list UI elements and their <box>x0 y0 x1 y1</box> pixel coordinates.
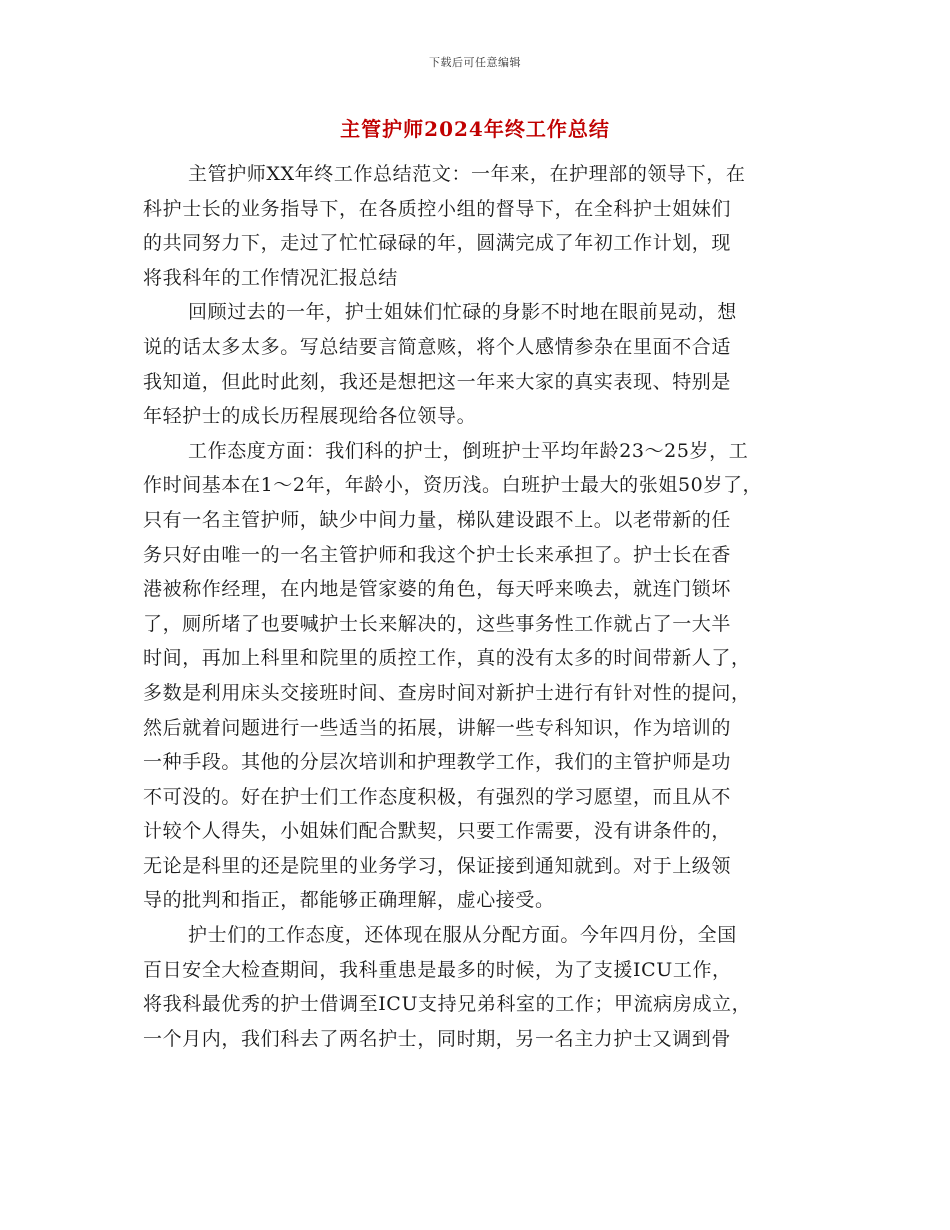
text-line: 然后就着问题进行一些适当的拓展，讲解一些专科知识，作为培训的 <box>143 716 732 739</box>
text-line: 了，厕所堵了也要喊护士长来解决的，这些事务性工作就占了一大半 <box>143 612 732 635</box>
text-line: 年轻护士的成长历程展现给各位领导。 <box>143 405 477 428</box>
text-line: 只有一名主管护师，缺少中间力量，梯队建设跟不上。以老带新的任 <box>143 508 732 531</box>
text-line: 主管护师XX年终工作总结范文：一年来，在护理部的领导下，在 <box>188 163 746 185</box>
text-line: 回顾过去的一年，护士姐妹们忙碌的身影不时地在眼前晃动，想 <box>188 301 737 324</box>
text-line: 说的话太多太多。写总结要言简意赅，将个人感情参杂在里面不合适 <box>143 335 732 358</box>
text-line: 计较个人得失，小姐妹们配合默契，只要工作需要，没有讲条件的， <box>143 820 732 843</box>
text-line: 导的批判和指正，都能够正确理解，虚心接受。 <box>143 889 555 912</box>
text-line: 将我科年的工作情况汇报总结 <box>143 266 398 289</box>
text-line: 一种手段。其他的分层次培训和护理教学工作，我们的主管护师是功 <box>143 751 732 774</box>
document-title: 主管护师2024年终工作总结 <box>340 117 610 141</box>
text-line: 无论是科里的还是院里的业务学习，保证接到通知就到。对于上级领 <box>143 854 732 877</box>
text-line: 百日安全大检查期间，我科重患是最多的时候，为了支援ICU工作， <box>143 958 732 981</box>
text-line: 不可没的。好在护士们工作态度积极，有强烈的学习愿望，而且从不 <box>143 785 732 808</box>
text-line: 科护士长的业务指导下，在各质控小组的督导下，在全科护士姐妹们 <box>143 197 732 220</box>
page-header-note: 下载后可任意编辑 <box>429 56 521 69</box>
text-line: 一个月内，我们科去了两名护士，同时期，另一名主力护士又调到骨 <box>143 1027 732 1050</box>
document-body <box>143 157 833 1056</box>
text-line: 多数是利用床头交接班时间、查房时间对新护士进行有针对性的提问， <box>143 681 751 704</box>
text-line: 我知道，但此时此刻，我还是想把这一年来大家的真实表现、特别是 <box>143 370 732 393</box>
text-line: 时间，再加上科里和院里的质控工作，真的没有太多的时间带新人了， <box>143 647 751 670</box>
text-line: 工作态度方面：我们科的护士，倒班护士平均年龄23～25岁，工 <box>188 439 749 462</box>
text-line: 的共同努力下，走过了忙忙碌碌的年，圆满完成了年初工作计划，现 <box>143 232 732 255</box>
text-line: 将我科最优秀的护士借调至ICU支持兄弟科室的工作；甲流病房成立， <box>143 993 752 1016</box>
text-line: 作时间基本在1～2年，年龄小，资历浅。白班护士最大的张姐50岁了， <box>143 474 763 497</box>
text-line: 港被称作经理，在内地是管家婆的角色，每天呼来唤去，就连门锁坏 <box>143 578 732 601</box>
text-line: 护士们的工作态度，还体现在服从分配方面。今年四月份，全国 <box>188 924 737 947</box>
text-line: 务只好由唯一的一名主管护师和我这个护士长来承担了。护士长在香 <box>143 543 732 566</box>
